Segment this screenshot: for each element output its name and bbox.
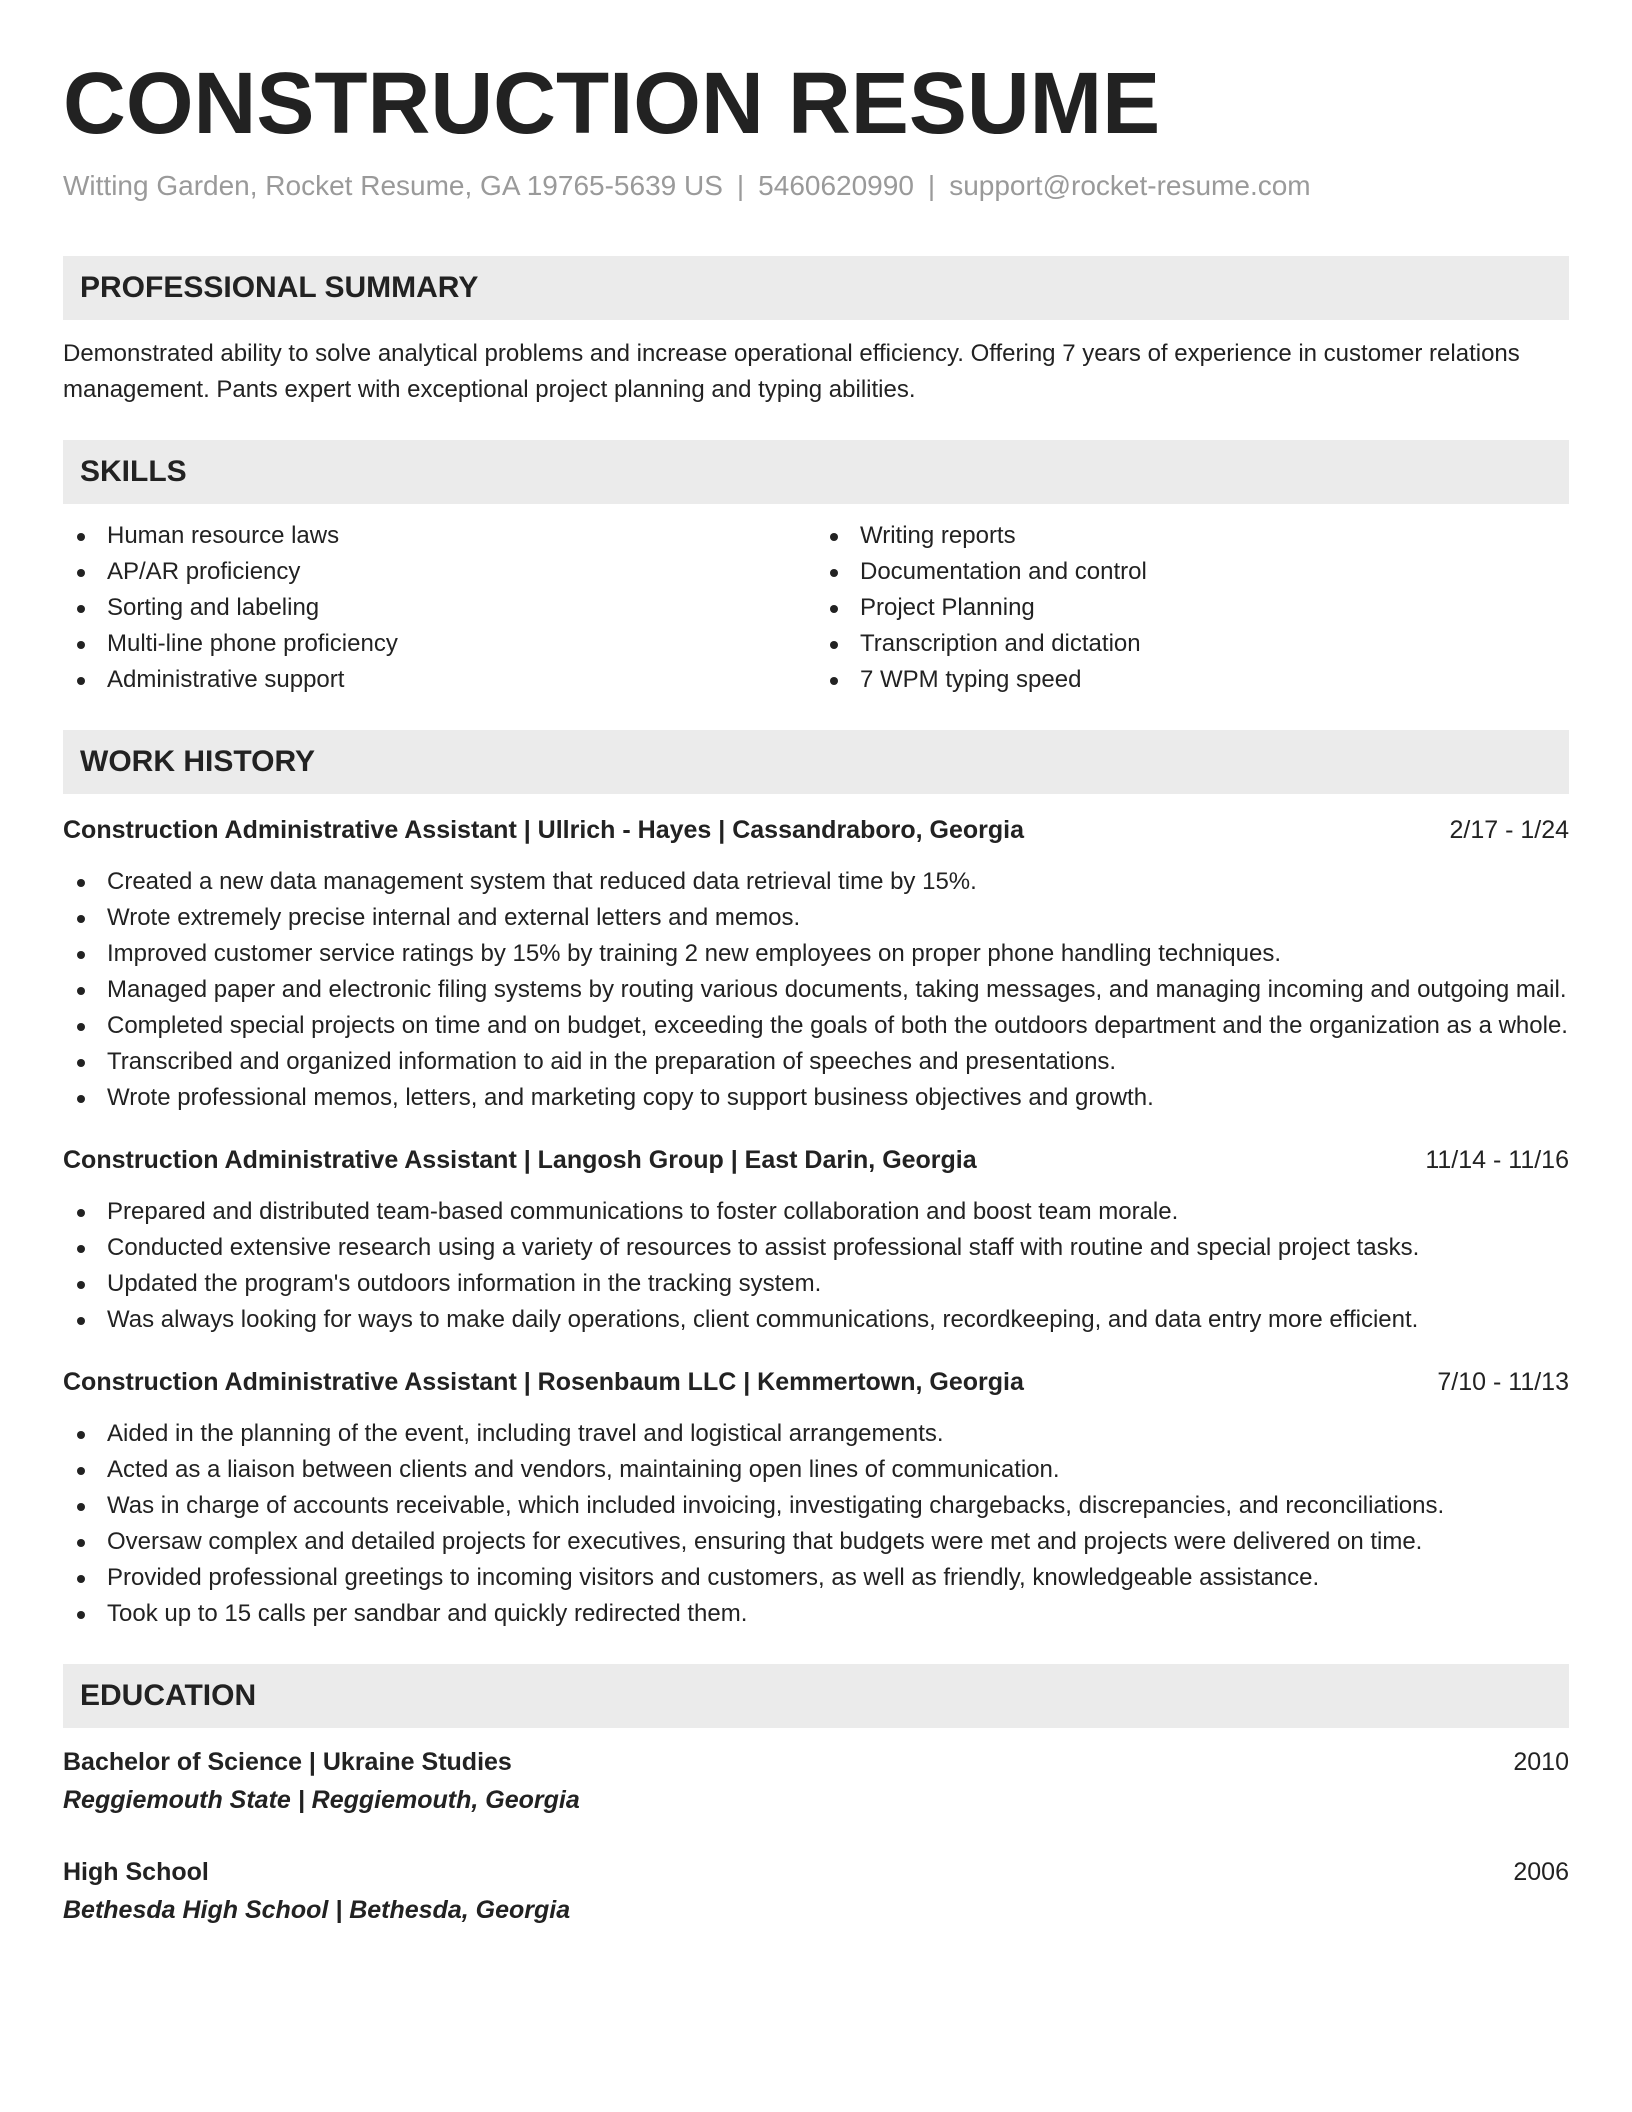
job-bullet: Managed paper and electronic filing systems by routing various documents, taking messages, and managing incoming and outgoing mail. xyxy=(63,972,1569,1008)
contact-separator: | xyxy=(736,170,745,201)
job-bullet: Wrote extremely precise internal and external letters and memos. xyxy=(63,900,1569,936)
job-bullet: Prepared and distributed team-based communications to foster collaboration and boost team morale. xyxy=(63,1194,1569,1230)
skill-item: Human resource laws xyxy=(63,518,816,554)
contact-address: Witting Garden, Rocket Resume, GA 19765-5639 US xyxy=(63,170,723,201)
job-title: Construction Administrative Assistant | Rosenbaum LLC | Kemmertown, Georgia xyxy=(63,1368,1024,1396)
education-entry xyxy=(63,1744,1569,1820)
summary-text: Demonstrated ability to solve analytical problems and increase operational efficiency. Offering 7 years of experience in customer relations management. Pants expert with exceptional project planning and typing abilities. xyxy=(63,340,1520,403)
education-header xyxy=(63,1744,1569,1780)
job-bullet: Aided in the planning of the event, including travel and logistical arrangements. xyxy=(63,1416,1569,1452)
job-bullets xyxy=(63,1416,1569,1632)
job-dates: 7/10 - 11/13 xyxy=(1437,1368,1569,1396)
skill-item: 7 WPM typing speed xyxy=(816,662,1569,698)
skill-item: Project Planning xyxy=(816,590,1569,626)
section-header-education: EDUCATION xyxy=(63,1664,1569,1728)
job-entry xyxy=(63,1142,1569,1338)
contact-email: support@rocket-resume.com xyxy=(949,170,1311,201)
skills-grid xyxy=(63,518,1569,698)
job-bullets xyxy=(63,864,1569,1116)
job-bullet: Wrote professional memos, letters, and marketing copy to support business objectives and growth. xyxy=(63,1080,1569,1116)
skill-item: Multi-line phone proficiency xyxy=(63,626,816,662)
section-header-summary: PROFESSIONAL SUMMARY xyxy=(63,256,1569,320)
job-bullet: Created a new data management system that reduced data retrieval time by 15%. xyxy=(63,864,1569,900)
skill-item: Sorting and labeling xyxy=(63,590,816,626)
skills-column-left xyxy=(63,518,816,698)
job-bullet: Took up to 15 calls per sandbar and quickly redirected them. xyxy=(63,1596,1569,1632)
contact-separator: | xyxy=(927,170,936,201)
job-bullet: Acted as a liaison between clients and vendors, maintaining open lines of communication. xyxy=(63,1452,1569,1488)
job-dates: 11/14 - 11/16 xyxy=(1425,1146,1569,1174)
section-header-skills: SKILLS xyxy=(63,440,1569,504)
job-bullets xyxy=(63,1194,1569,1338)
education-entry xyxy=(63,1854,1569,1930)
contact-phone: 5460620990 xyxy=(758,170,914,201)
skill-item: AP/AR proficiency xyxy=(63,554,816,590)
education-school: Reggiemouth State | Reggiemouth, Georgia xyxy=(63,1786,580,1814)
education-degree: High School xyxy=(63,1858,209,1886)
resume-title: CONSTRUCTION RESUME xyxy=(63,55,1161,152)
job-header xyxy=(63,812,1569,848)
contact-line xyxy=(63,168,1569,204)
skill-item: Transcription and dictation xyxy=(816,626,1569,662)
job-entry xyxy=(63,812,1569,1116)
skill-item: Documentation and control xyxy=(816,554,1569,590)
section-header-work-history: WORK HISTORY xyxy=(63,730,1569,794)
job-bullet: Improved customer service ratings by 15% by training 2 new employees on proper phone handling techniques. xyxy=(63,936,1569,972)
job-bullet: Was in charge of accounts receivable, which included invoicing, investigating chargebacks, discrepancies, and reconciliations. xyxy=(63,1488,1569,1524)
job-title: Construction Administrative Assistant | Langosh Group | East Darin, Georgia xyxy=(63,1146,977,1174)
job-header xyxy=(63,1364,1569,1400)
job-bullet: Provided professional greetings to incoming visitors and customers, as well as friendly, knowledgeable assistance. xyxy=(63,1560,1569,1596)
job-header xyxy=(63,1142,1569,1178)
education-year: 2006 xyxy=(1513,1858,1569,1886)
education-header xyxy=(63,1854,1569,1890)
skill-item: Writing reports xyxy=(816,518,1569,554)
education-degree: Bachelor of Science | Ukraine Studies xyxy=(63,1748,512,1776)
job-bullet: Transcribed and organized information to aid in the preparation of speeches and presentations. xyxy=(63,1044,1569,1080)
job-bullet: Was always looking for ways to make daily operations, client communications, recordkeeping, and data entry more efficient. xyxy=(63,1302,1569,1338)
job-bullet: Completed special projects on time and on budget, exceeding the goals of both the outdoors department and the organization as a whole. xyxy=(63,1008,1569,1044)
job-bullet: Oversaw complex and detailed projects for executives, ensuring that budgets were met and projects were delivered on time. xyxy=(63,1524,1569,1560)
job-bullet: Updated the program's outdoors information in the tracking system. xyxy=(63,1266,1569,1302)
job-title: Construction Administrative Assistant | Ullrich - Hayes | Cassandraboro, Georgia xyxy=(63,816,1024,844)
education-year: 2010 xyxy=(1513,1748,1569,1776)
skill-item: Administrative support xyxy=(63,662,816,698)
job-bullet: Conducted extensive research using a variety of resources to assist professional staff with routine and special project tasks. xyxy=(63,1230,1569,1266)
education-school: Bethesda High School | Bethesda, Georgia xyxy=(63,1896,571,1924)
job-dates: 2/17 - 1/24 xyxy=(1449,816,1569,844)
skills-column-right xyxy=(816,518,1569,698)
job-entry xyxy=(63,1364,1569,1632)
